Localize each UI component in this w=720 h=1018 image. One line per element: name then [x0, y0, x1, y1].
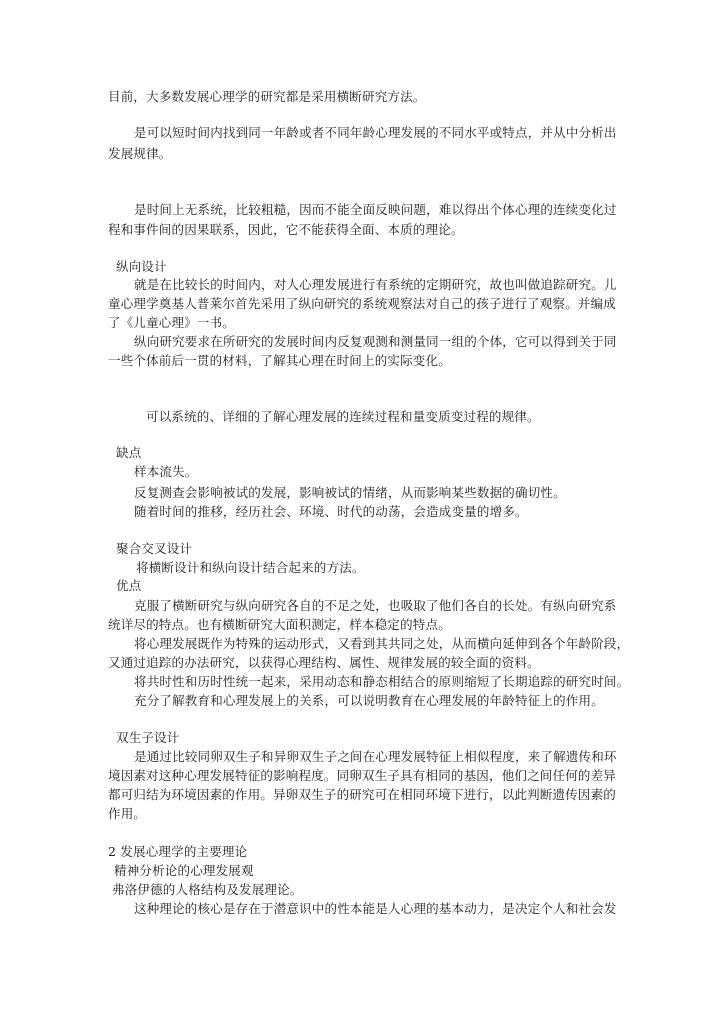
text-line: 是时间上无系统，比较粗糙，因而不能全面反映问题，难以得出个体心理的连续变化过	[134, 202, 617, 217]
section-heading: 双生子设计	[116, 730, 180, 745]
text-line: 纵向研究要求在所研究的发展时间内反复观测和测量同一组的个体，它可以得到关于同	[134, 334, 617, 349]
text-line: 将横断设计和纵向设计结合起来的方法。	[136, 560, 365, 575]
section-heading: 精神分析论的心理发展观	[114, 863, 254, 878]
text-line: 境因素对这种心理发展特征的影响程度。同卵双生子具有相同的基因，他们之间任何的差异	[108, 768, 617, 783]
text-line: 统详尽的特点。也有横断研究大面积测定，样本稳定的特点。	[108, 617, 451, 632]
text-line: 就是在比较长的时间内，对人心理发展进行有系统的定期研究，故也叫做追踪研究。儿	[134, 277, 617, 292]
text-line: 是通过比较同卵双生子和异卵双生子之间在心理发展特征上相似程度，来了解遗传和环	[134, 749, 617, 764]
section-heading: 弗洛伊德的人格结构及发展理论。	[112, 882, 303, 897]
text-line: 充分了解教育和心理发展上的关系，可以说明教育在心理发展的年龄特征上的作用。	[134, 693, 604, 708]
text-line: 将心理发展既作为特殊的运动形式，又看到其共同之处，从而横向延伸到各个年龄阶段，	[134, 636, 630, 651]
text-line: 是可以短时间内找到同一年龄或者不同年龄心理发展的不同水平或特点，并从中分析出	[134, 125, 617, 140]
section-heading: 缺点	[116, 445, 142, 460]
text-line: 一些个体前后一贯的材料，了解其心理在时间上的实际变化。	[108, 353, 451, 368]
text-line: 克服了横断研究与纵向研究各自的不足之处，也吸取了他们各自的长处。有纵向研究系	[134, 598, 617, 613]
section-heading: 聚合交叉设计	[116, 541, 193, 556]
text-line: 这种理论的核心是存在于潜意识中的性本能是人心理的基本动力，是决定个人和社会发	[134, 901, 617, 916]
chapter-heading: 2 发展心理学的主要理论	[108, 844, 248, 859]
text-line: 可以系统的、详细的了解心理发展的连续过程和量变质变过程的规律。	[146, 409, 540, 424]
text-line: 反复测查会影响被试的发展，影响被试的情绪，从而影响某些数据的确切性。	[134, 485, 566, 500]
text-line: 将共时性和历时性统一起来，采用动态和静态相结合的原则缩短了长期追踪的研究时间。	[134, 674, 630, 689]
text-line: 都可归结为环境因素的作用。异卵双生子的研究可在相同环境下进行，以此判断遗传因素的	[108, 787, 617, 802]
text-line: 目前，大多数发展心理学的研究都是采用横断研究方法。	[108, 89, 426, 104]
text-line: 作用。	[108, 806, 147, 821]
text-line: 样本流失。	[134, 464, 198, 479]
text-line: 童心理学奠基人普莱尔首先采用了纵向研究的系统观察法对自己的孩子进行了观察。并编成	[108, 296, 617, 311]
text-line: 发展规律。	[108, 146, 172, 161]
section-heading: 优点	[116, 578, 142, 593]
text-line: 又通过追踪的办法研究，以获得心理结构、属性、规律发展的较全面的资料。	[108, 655, 540, 670]
text-line: 了《儿童心理》一书。	[108, 315, 236, 330]
section-heading: 纵向设计	[116, 259, 167, 274]
text-line: 程和事件间的因果联系，因此，它不能获得全面、本质的理论。	[108, 222, 464, 237]
text-line: 随着时间的推移，经历社会、环境、时代的动荡，会造成变量的增多。	[134, 504, 528, 519]
